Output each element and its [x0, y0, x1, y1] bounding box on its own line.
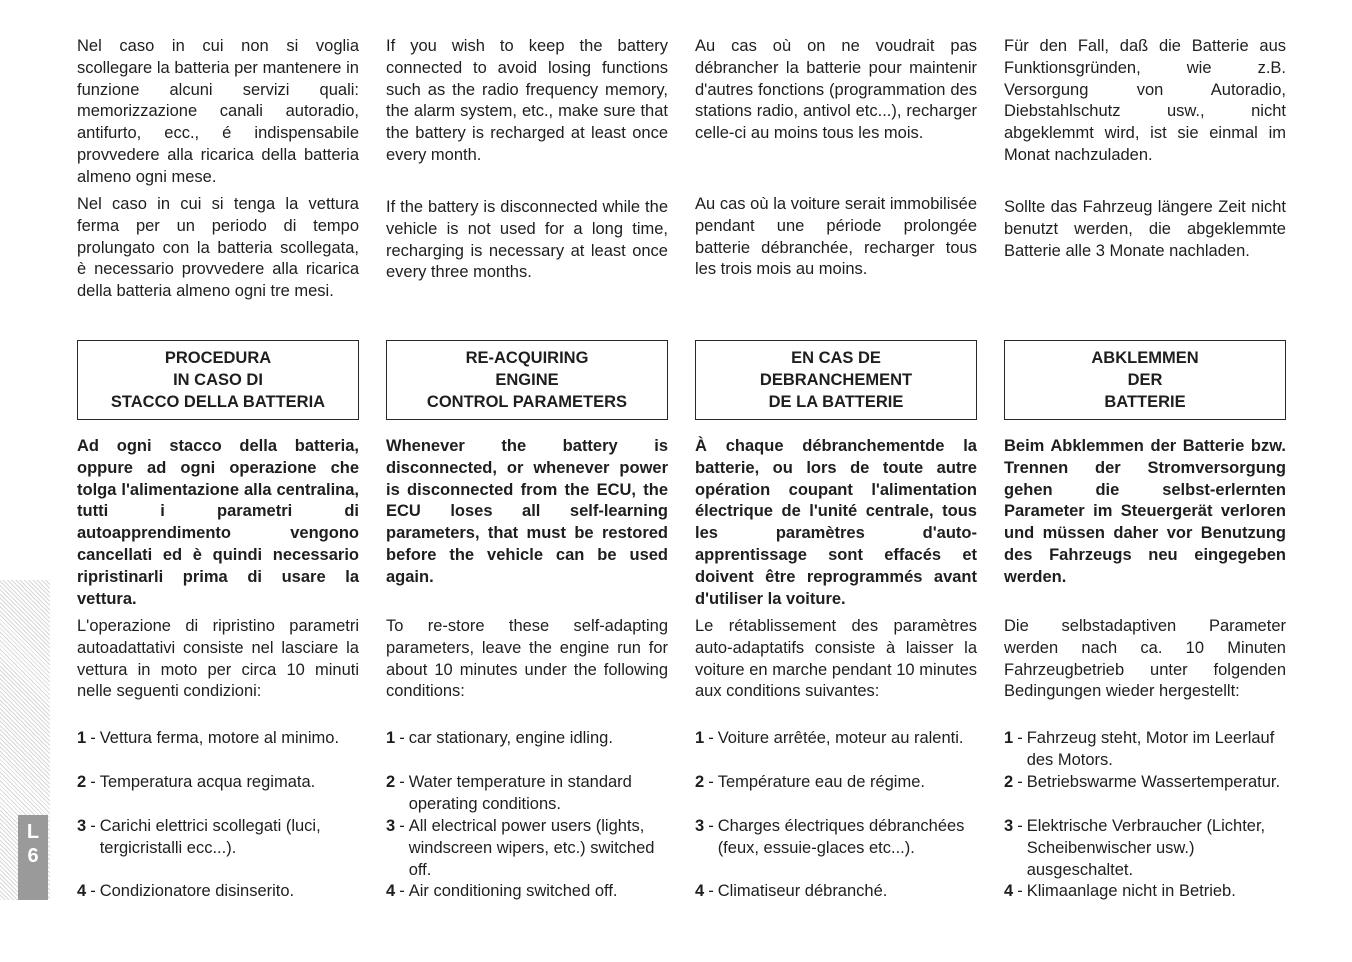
intro-paragraph-2: If the battery is disconnected while the vehicle is not used for a long time, recharging is necessary at least once every three months. — [386, 198, 668, 282]
list-item: 4 - Air conditioning switched off. — [386, 881, 668, 903]
intro-paragraph: Für den Fall, daß die Batterie aus Funktionsgründen, wie z.B. Versorgung von Autoradio, Diebstahlschutz usw., nicht abgeklemmt wird, ist sie einmal im Monat nachzuladen. — [1004, 37, 1286, 164]
heading-line-2: ENGINE — [495, 371, 559, 389]
heading-line-1: PROCEDURA — [164, 349, 272, 367]
step-number: 4 — [695, 882, 705, 900]
heading-line-1: ABKLEMMEN — [1091, 349, 1199, 367]
warning-paragraph: Ad ogni stacco della batteria, oppure ad ogni operazione che tolga l'alimentazione alla centralina, tutti i parametri di autoapprendimento vengono cancellati ed è quindi necessario ripristinarli prima di usare la vettura. — [77, 437, 359, 608]
heading-line-2: DER — [1127, 371, 1163, 389]
procedure-paragraph: To re-store these self-adapting parameters, leave the engine run for about 10 minutes under the following conditions: — [386, 617, 668, 701]
step-text: Voiture arrêtée, moteur au ralenti. — [717, 729, 964, 747]
step-text: All electrical power users (lights, windscreen wipers, etc.) switched off. — [408, 817, 655, 879]
list-item: 1 - Vettura ferma, motore al minimo. — [77, 728, 359, 750]
step-text: Elektrische Verbraucher (Lichter, Scheibenwischer usw.) ausgeschaltet. — [1026, 817, 1266, 879]
heading-line-3: DE LA BATTERIE — [768, 393, 904, 411]
intro-paragraph: Au cas où on ne voudrait pas débrancher la batterie pour maintenir d'autres fonctions (programmation des stations radio, antivol etc...), recharger celle-ci au moins tous les mois. — [695, 37, 977, 143]
step-number: 1 — [1004, 729, 1014, 747]
list-item: 3 - All electrical power users (lights, windscreen wipers, etc.) switched off. — [386, 816, 668, 881]
section-heading-box — [695, 340, 977, 420]
warning-paragraph: À chaque débranchementde la batterie, ou lors de toute autre opération coupant l'alimentation électrique de l'unité centrale, tous les paramètres d'auto-apprentissage sont effacés et doivent être reprogrammés avant d'utiliser la voiture. — [695, 437, 977, 608]
intro-paragraph-2: Au cas où la voiture serait immobilisée pendant une période prolongée batterie débranchée, recharger tous les trois mois au moins. — [695, 195, 977, 279]
intro-paragraph: Nel caso in cui non si voglia scollegare la batteria per mantenere in funzione alcuni servizi quali: memorizzazione canali autoradio, antifurto, ecc., é indispensabile provvedere alla ricarica della batteria almeno ogni mese. — [77, 37, 359, 186]
step-text: Betriebswarme Wassertemperatur. — [1026, 773, 1281, 791]
heading-line-2: DEBRANCHEMENT — [759, 371, 913, 389]
step-number: 4 — [386, 882, 396, 900]
step-number: 4 — [1004, 882, 1014, 900]
list-item: 3 - Charges électriques débranchées (feux, essuie-glaces etc...). — [695, 816, 977, 860]
step-text: Température eau de régime. — [717, 773, 925, 791]
step-number: 3 — [1004, 817, 1014, 835]
step-number: 2 — [77, 773, 87, 791]
list-item: 1 - Voiture arrêtée, moteur au ralenti. — [695, 728, 977, 750]
list-item: 1 - car stationary, engine idling. — [386, 728, 668, 750]
intro-paragraph: If you wish to keep the battery connected to avoid losing functions such as the radio frequency memory, the alarm system, etc., make sure that the battery is recharged at least once every month. — [386, 37, 668, 164]
intro-paragraph-2: Nel caso in cui si tenga la vettura ferma per un periodo di tempo prolungato con la batteria scollegata, è necessario provvedere alla ricarica della batteria almeno ogni tre mesi. — [77, 195, 359, 301]
chapter-page-number: 6 — [27, 845, 39, 867]
step-text: Air conditioning switched off. — [408, 882, 618, 900]
step-text: Klimaanlage nicht in Betrieb. — [1026, 882, 1236, 900]
step-text: Climatiseur débranché. — [717, 882, 888, 900]
list-item: 2 - Temperatura acqua regimata. — [77, 772, 359, 794]
section-heading-box — [77, 340, 359, 420]
heading-line-1: EN CAS DE — [791, 349, 881, 367]
step-text: Condizionatore disinserito. — [99, 882, 295, 900]
list-item: 3 - Elektrische Verbraucher (Lichter, Scheibenwischer usw.) ausgeschaltet. — [1004, 816, 1286, 881]
step-text: Charges électriques débranchées (feux, essuie-glaces etc...). — [717, 817, 965, 857]
warning-paragraph: Whenever the battery is disconnected, or whenever power is disconnected from the ECU, the ECU loses all self-learning parameters, that must be restored before the vehicle can be used again. — [386, 437, 668, 586]
chapter-tab-label — [18, 820, 48, 868]
step-number: 3 — [77, 817, 87, 835]
step-number: 2 — [386, 773, 396, 791]
procedure-paragraph: L'operazione di ripristino parametri autoadattativi consiste nel lasciare la vettura in moto per circa 10 minuti nelle seguenti condizioni: — [77, 617, 359, 701]
step-number: 1 — [386, 729, 396, 747]
intro-paragraph-2: Sollte das Fahrzeug längere Zeit nicht benutzt werden, die abgeklemmte Batterie alle 3 Monate nachladen. — [1004, 198, 1286, 260]
heading-line-3: CONTROL PARAMETERS — [426, 393, 628, 411]
step-number: 2 — [695, 773, 705, 791]
list-item: 2 - Betriebswarme Wassertemperatur. — [1004, 772, 1286, 794]
heading-line-1: RE-ACQUIRING — [465, 349, 589, 367]
step-number: 4 — [77, 882, 87, 900]
step-number: 1 — [695, 729, 705, 747]
list-item: 3 - Carichi elettrici scollegati (luci, tergicristalli ecc...). — [77, 816, 359, 860]
list-item: 1 - Fahrzeug steht, Motor im Leerlauf des Motors. — [1004, 728, 1286, 772]
chapter-letter: L — [26, 821, 40, 843]
step-text: Fahrzeug steht, Motor im Leerlauf des Motors. — [1026, 729, 1275, 769]
list-item: 4 - Climatiseur débranché. — [695, 881, 977, 903]
list-item: 4 - Condizionatore disinserito. — [77, 881, 359, 903]
list-item: 2 - Water temperature in standard operating conditions. — [386, 772, 668, 816]
procedure-paragraph: Le rétablissement des paramètres auto-adaptatifs consiste à laisser la voiture en marche pendant 10 minutes aux conditions suivantes: — [695, 617, 977, 701]
step-text: Carichi elettrici scollegati (luci, tergicristalli ecc...). — [99, 817, 321, 857]
step-text: Water temperature in standard operating conditions. — [408, 773, 632, 813]
procedure-paragraph: Die selbstadaptiven Parameter werden nach ca. 10 Minuten Fahrzeugbetrieb unter folgenden Bedingungen wieder hergestellt: — [1004, 617, 1286, 701]
step-number: 3 — [695, 817, 705, 835]
step-number: 1 — [77, 729, 87, 747]
heading-line-3: STACCO DELLA BATTERIA — [110, 393, 326, 411]
section-heading-box — [386, 340, 668, 420]
step-number: 3 — [386, 817, 396, 835]
list-item: 4 - Klimaanlage nicht in Betrieb. — [1004, 881, 1286, 903]
warning-paragraph: Beim Abklemmen der Batterie bzw. Trennen der Stromversorgung gehen die selbst-erlernten Parameter im Steuergerät verloren und müssen daher vor Benutzung des Fahrzeugs neu eingegeben werden. — [1004, 437, 1286, 586]
step-number: 2 — [1004, 773, 1014, 791]
step-text: Vettura ferma, motore al minimo. — [99, 729, 340, 747]
step-text: Temperatura acqua regimata. — [99, 773, 316, 791]
section-heading-box — [1004, 340, 1286, 420]
step-text: car stationary, engine idling. — [408, 729, 613, 747]
list-item: 2 - Température eau de régime. — [695, 772, 977, 794]
heading-line-3: BATTERIE — [1104, 393, 1186, 411]
heading-line-2: IN CASO DI — [173, 371, 263, 389]
